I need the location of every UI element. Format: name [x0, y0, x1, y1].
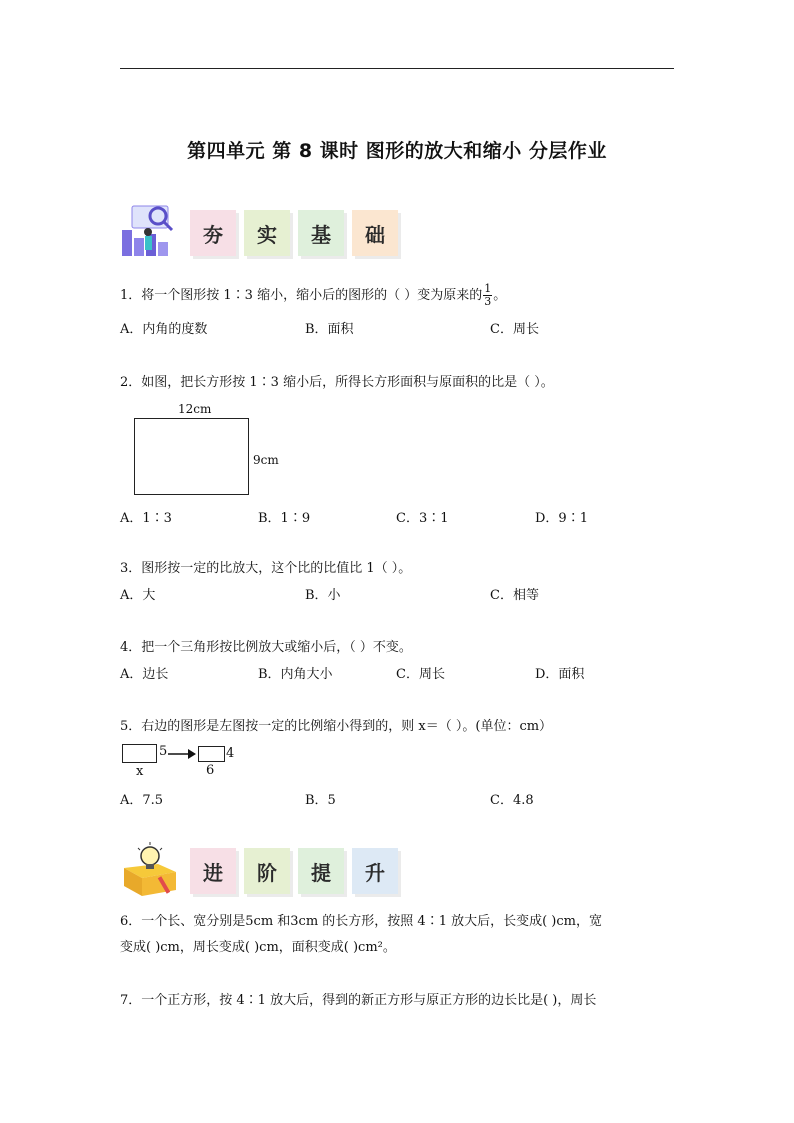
header-rule — [120, 68, 674, 69]
q5-option-c: C．4.8 — [490, 793, 534, 808]
q1-option-c: C．周长 — [490, 322, 539, 337]
right-bottom-label: 6 — [206, 763, 215, 778]
fraction-numerator: 1 — [484, 282, 492, 295]
question-1 — [120, 283, 506, 308]
q4-option-c: C．周长 — [396, 667, 445, 682]
question-2-text: 2．如图，把长方形按 1∶3 缩小后，所得长方形面积与原面积的比是（ ）。 — [120, 375, 554, 390]
question-6-line-1: 6．一个长、宽分别是5cm 和3cm 的长方形，按照 4∶1 放大后，长变成( )cm，宽 — [120, 914, 602, 929]
question-3-text: 3．图形按一定的比放大，这个比的比值比 1（ ）。 — [120, 561, 412, 576]
q3-option-b: B．小 — [305, 588, 341, 603]
q3-option-c: C．相等 — [490, 588, 539, 603]
figure-rectangle — [134, 418, 249, 495]
question-6-line-2: 变成( )cm，周长变成( )cm，面积变成( )cm²。 — [120, 940, 396, 955]
q5-option-a: A．7.5 — [120, 793, 164, 808]
question-1-tail: 。 — [493, 288, 507, 303]
page-title: 第四单元 第 8 课时 图形的放大和缩小 分层作业 — [187, 140, 607, 162]
width-label: 12cm — [178, 402, 212, 416]
section-basic-banner — [118, 202, 408, 262]
tile-3: 提 — [298, 848, 344, 894]
q4-option-b: B．内角大小 — [258, 667, 333, 682]
question-5-text: 5．右边的图形是左图按一定的比例缩小得到的，则 x＝（ ）。(单位：cm） — [120, 719, 553, 734]
scaling-figure — [120, 740, 250, 782]
tile-2: 实 — [244, 210, 290, 256]
q4-option-d: D．面积 — [535, 667, 585, 682]
q2-option-a: A．1∶3 — [120, 511, 172, 526]
question-7-line-1: 7．一个正方形，按 4∶1 放大后，得到的新正方形与原正方形的边长比是( )，周长 — [120, 993, 597, 1008]
tile-1: 夯 — [190, 210, 236, 256]
question-4-text: 4．把一个三角形按比例放大或缩小后，（ ）不变。 — [120, 640, 412, 655]
right-rectangle — [198, 746, 225, 762]
q2-option-b: B．1∶9 — [258, 511, 311, 526]
q1-option-b: B．面积 — [305, 322, 354, 337]
arrow-right-icon — [168, 748, 196, 760]
tile-4: 础 — [352, 210, 398, 256]
tile-1: 进 — [190, 848, 236, 894]
left-side-label: 5 — [159, 744, 168, 759]
left-rectangle — [122, 744, 157, 763]
q2-option-d: D．9∶1 — [535, 511, 588, 526]
question-1-text: 1．将一个图形按 1∶3 缩小，缩小后的图形的（ ）变为原来的 — [120, 288, 483, 303]
right-side-label: 4 — [226, 746, 235, 761]
q5-option-b: B．5 — [305, 793, 336, 808]
tile-4: 升 — [352, 848, 398, 894]
tile-2: 阶 — [244, 848, 290, 894]
fraction — [483, 283, 492, 308]
left-bottom-label: x — [136, 764, 144, 779]
idea-box-icon — [118, 842, 184, 898]
height-label: 9cm — [253, 453, 279, 467]
q4-option-a: A．边长 — [120, 667, 169, 682]
q1-option-a: A．内角的度数 — [120, 322, 208, 337]
fraction-denominator: 3 — [484, 295, 492, 308]
rectangle-figure — [130, 400, 290, 500]
tile-3: 基 — [298, 210, 344, 256]
q3-option-a: A．大 — [120, 588, 156, 603]
data-analysis-icon — [118, 202, 182, 262]
section-advanced-banner — [118, 842, 408, 902]
q2-option-c: C．3∶1 — [396, 511, 449, 526]
